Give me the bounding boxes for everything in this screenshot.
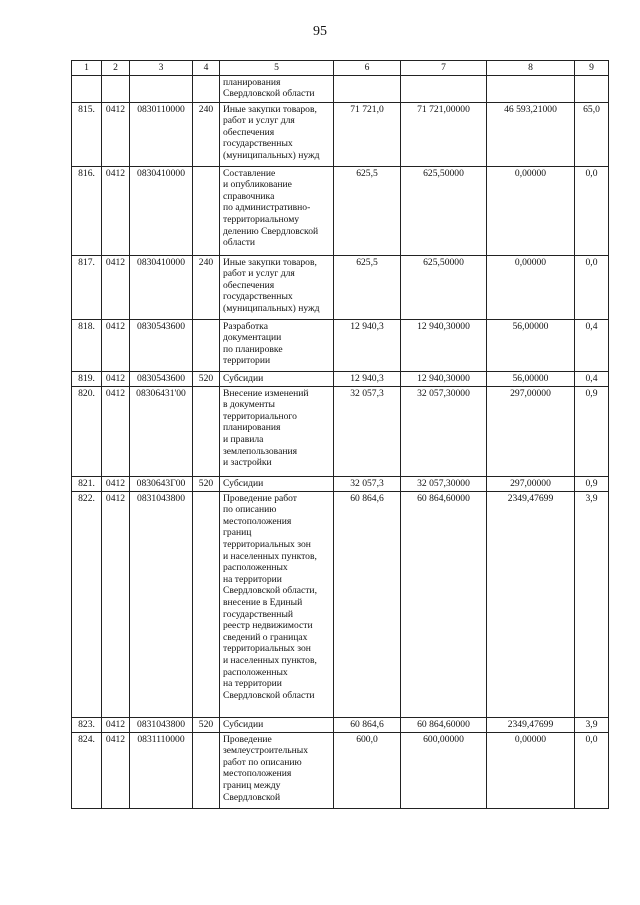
expense-type	[193, 386, 220, 476]
target-code: 0830110000	[130, 102, 193, 166]
column-header: 8	[487, 61, 575, 76]
percent-value: 0,9	[575, 386, 609, 476]
percent-value: 0,0	[575, 732, 609, 808]
approved-amount: 32 057,3	[334, 476, 401, 491]
approved-amount: 60 864,6	[334, 717, 401, 732]
percent-value: 0,0	[575, 255, 609, 319]
expense-type	[193, 75, 220, 102]
share-amount: 0,00000	[487, 732, 575, 808]
column-header: 4	[193, 61, 220, 76]
section-code	[102, 75, 130, 102]
item-name: Разработка документации по планировке территории	[220, 319, 334, 371]
share-amount: 56,00000	[487, 319, 575, 371]
approved-amount	[334, 75, 401, 102]
section-code: 0412	[102, 732, 130, 808]
approved-amount: 12 940,3	[334, 319, 401, 371]
percent-value: 0,4	[575, 371, 609, 386]
item-name: Составление и опубликование справочника по административно- территориальному делению Свердловской области	[220, 166, 334, 255]
executed-amount	[401, 75, 487, 102]
item-name: Иные закупки товаров, работ и услуг для обеспечения государственных (муниципальных) нужд	[220, 102, 334, 166]
percent-value	[575, 75, 609, 102]
share-amount: 2349,47699	[487, 717, 575, 732]
row-number: 822.	[72, 491, 102, 717]
approved-amount: 12 940,3	[334, 371, 401, 386]
target-code: 0830543600	[130, 371, 193, 386]
target-code: 0830410000	[130, 166, 193, 255]
target-code: 0830543600	[130, 319, 193, 371]
expense-type: 520	[193, 717, 220, 732]
target-code: 0831110000	[130, 732, 193, 808]
item-name: планирования Свердловской области	[220, 75, 334, 102]
row-number: 819.	[72, 371, 102, 386]
section-code: 0412	[102, 166, 130, 255]
section-code: 0412	[102, 491, 130, 717]
target-code: 0831043800	[130, 491, 193, 717]
expense-type	[193, 319, 220, 371]
percent-value: 3,9	[575, 491, 609, 717]
row-number: 824.	[72, 732, 102, 808]
section-code: 0412	[102, 386, 130, 476]
item-name: Субсидии	[220, 371, 334, 386]
executed-amount: 600,00000	[401, 732, 487, 808]
column-header: 9	[575, 61, 609, 76]
table-row	[72, 319, 609, 371]
target-code: 0830410000	[130, 255, 193, 319]
row-number	[72, 75, 102, 102]
executed-amount: 12 940,30000	[401, 319, 487, 371]
row-number: 817.	[72, 255, 102, 319]
expense-type: 520	[193, 371, 220, 386]
percent-value: 0,0	[575, 166, 609, 255]
percent-value: 65,0	[575, 102, 609, 166]
target-code: 08306431'00	[130, 386, 193, 476]
expense-type: 240	[193, 102, 220, 166]
share-amount: 297,00000	[487, 476, 575, 491]
table-row	[72, 491, 609, 717]
target-code: 0831043800	[130, 717, 193, 732]
executed-amount: 625,50000	[401, 166, 487, 255]
approved-amount: 32 057,3	[334, 386, 401, 476]
table-row	[72, 371, 609, 386]
item-name: Субсидии	[220, 476, 334, 491]
approved-amount: 600,0	[334, 732, 401, 808]
table-row	[72, 75, 609, 102]
column-header: 6	[334, 61, 401, 76]
table-row	[72, 166, 609, 255]
header-row	[72, 61, 609, 76]
column-header: 3	[130, 61, 193, 76]
share-amount: 46 593,21000	[487, 102, 575, 166]
table-body	[72, 75, 609, 808]
row-number: 820.	[72, 386, 102, 476]
item-name: Иные закупки товаров, работ и услуг для обеспечения государственных (муниципальных) нужд	[220, 255, 334, 319]
expense-type	[193, 491, 220, 717]
row-number: 823.	[72, 717, 102, 732]
item-name: Субсидии	[220, 717, 334, 732]
approved-amount: 625,5	[334, 166, 401, 255]
expense-type: 520	[193, 476, 220, 491]
section-code: 0412	[102, 371, 130, 386]
section-code: 0412	[102, 102, 130, 166]
table-row	[72, 255, 609, 319]
share-amount: 0,00000	[487, 166, 575, 255]
share-amount: 2349,47699	[487, 491, 575, 717]
approved-amount: 71 721,0	[334, 102, 401, 166]
item-name: Проведение землеустроительных работ по описанию местоположения границ между Свердловской	[220, 732, 334, 808]
section-code: 0412	[102, 476, 130, 491]
executed-amount: 32 057,30000	[401, 386, 487, 476]
share-amount: 297,00000	[487, 386, 575, 476]
table-row	[72, 476, 609, 491]
column-header: 2	[102, 61, 130, 76]
approved-amount: 60 864,6	[334, 491, 401, 717]
section-code: 0412	[102, 319, 130, 371]
table-row	[72, 732, 609, 808]
approved-amount: 625,5	[334, 255, 401, 319]
percent-value: 0,9	[575, 476, 609, 491]
target-code	[130, 75, 193, 102]
budget-table	[71, 60, 609, 809]
column-header: 1	[72, 61, 102, 76]
row-number: 815.	[72, 102, 102, 166]
expense-type	[193, 732, 220, 808]
row-number: 816.	[72, 166, 102, 255]
share-amount: 0,00000	[487, 255, 575, 319]
item-name: Проведение работ по описанию местоположения границ территориальных зон и населенных пунктов, расположенных на территории Свердловской области, внесение в Единый государственный реестр недвижимости сведений о границах территориальных зон и населенных пунктов, расположенных на территории Свердловской области	[220, 491, 334, 717]
row-number: 821.	[72, 476, 102, 491]
executed-amount: 12 940,30000	[401, 371, 487, 386]
executed-amount: 625,50000	[401, 255, 487, 319]
section-code: 0412	[102, 255, 130, 319]
table-row	[72, 386, 609, 476]
target-code: 0830643Г00	[130, 476, 193, 491]
column-header: 7	[401, 61, 487, 76]
table-row	[72, 717, 609, 732]
row-number: 818.	[72, 319, 102, 371]
table-row	[72, 102, 609, 166]
expense-type: 240	[193, 255, 220, 319]
percent-value: 3,9	[575, 717, 609, 732]
executed-amount: 32 057,30000	[401, 476, 487, 491]
percent-value: 0,4	[575, 319, 609, 371]
item-name: Внесение изменений в документы территориального планирования и правила землепользования и застройки	[220, 386, 334, 476]
executed-amount: 71 721,00000	[401, 102, 487, 166]
section-code: 0412	[102, 717, 130, 732]
page-number: 95	[313, 24, 327, 39]
column-header: 5	[220, 61, 334, 76]
executed-amount: 60 864,60000	[401, 491, 487, 717]
share-amount: 56,00000	[487, 371, 575, 386]
executed-amount: 60 864,60000	[401, 717, 487, 732]
expense-type	[193, 166, 220, 255]
share-amount	[487, 75, 575, 102]
